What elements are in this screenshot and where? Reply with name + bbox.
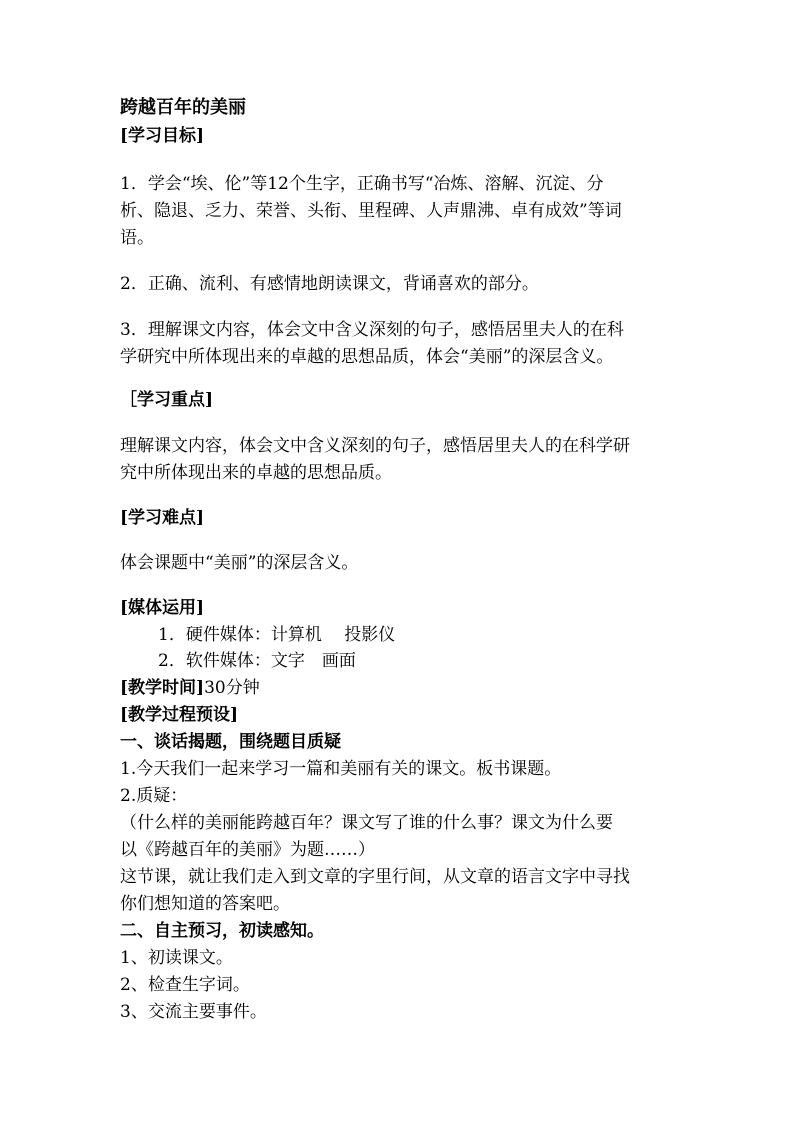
section-1-paragraph-line-1: 这节课，就让我们走入到文章的字里行间，从文章的语言文字中寻找	[120, 867, 630, 887]
objective-3-line-2: 学研究中所体现出来的卓越的思想品质，体会“美丽”的深层含义。	[120, 347, 614, 367]
section-2-item-2: 2、检查生字词。	[120, 975, 250, 995]
section-1-question-line-1: （什么样的美丽能跨越百年？课文写了谁的什么事？课文为什么要	[120, 813, 613, 833]
time-value: 30分钟	[204, 678, 260, 698]
focus-line-2: 究中所体现出来的卓越的思想品质。	[120, 463, 392, 483]
section-1-paragraph-line-2: 你们想知道的答案吧。	[120, 894, 290, 914]
difficulty-heading: [学习难点]	[120, 508, 205, 528]
objective-1-line-2: 析、隐退、乏力、荣誉、头衔、里程碑、人声鼎沸、卓有成效”等词	[120, 201, 622, 221]
section-2-item-1: 1、初读课文。	[120, 948, 233, 968]
section-1-question-line-2: 以《跨越百年的美丽》为题……）	[120, 840, 375, 860]
section-2-heading: 二、自主预习，初读感知。	[120, 921, 324, 941]
section-1-item-1: 1.今天我们一起来学习一篇和美丽有关的课文。板书课题。	[120, 759, 562, 779]
section-2-item-3: 3、交流主要事件。	[120, 1002, 267, 1022]
time-line	[120, 676, 260, 700]
doc-title: 跨越百年的美丽	[120, 97, 246, 118]
objectives-heading: [学习目标]	[120, 126, 205, 146]
objective-3-line-1: 3．理解课文内容，体会文中含义深刻的句子，感悟居里夫人的在科	[120, 320, 624, 340]
difficulty-text: 体会课题中“美丽”的深层含义。	[120, 553, 359, 573]
process-heading: [教学过程预设]	[120, 705, 239, 725]
section-1-item-2: 2.质疑：	[120, 786, 188, 806]
objective-2: 2．正确、流利、有感情地朗读课文，背诵喜欢的部分。	[120, 274, 539, 294]
objective-1-line-3: 语。	[120, 228, 154, 248]
objective-1-line-1: 1．学会“埃、伦”等12个生字，正确书写“冶炼、溶解、沉淀、分	[120, 174, 604, 194]
media-heading: [媒体运用]	[120, 598, 205, 618]
focus-line-1: 理解课文内容，体会文中含义深刻的句子，感悟居里夫人的在科学研	[120, 436, 630, 456]
media-item-2: 2．软件媒体：文字 画面	[158, 651, 356, 671]
focus-heading: ［学习重点]	[120, 390, 214, 410]
time-heading: [教学时间]	[120, 678, 205, 698]
section-1-heading: 一、谈话揭题，围绕题目质疑	[120, 732, 341, 752]
media-item-1: 1．硬件媒体：计算机 投影仪	[158, 625, 396, 645]
